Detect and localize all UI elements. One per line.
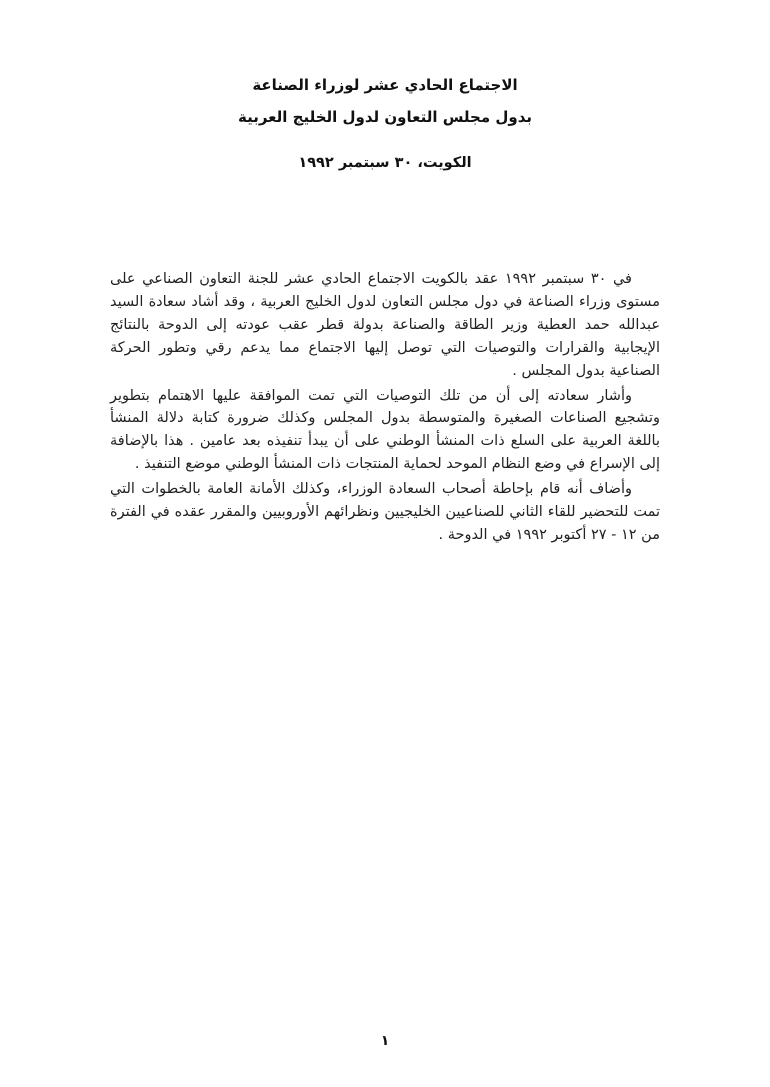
document-body: [110, 268, 660, 547]
page-number: ١: [380, 1033, 390, 1049]
body-paragraph-1: في ٣٠ سبتمبر ١٩٩٢ عقد بالكويت الاجتماع الحادي عشر للجنة التعاون الصناعي على مستوى وزراء الصناعة في دول مجلس التعاون لدول الخليج العربية ، وقد أشاد سعادة السيد عبدالله حمد العطية وزير الطاقة والصناعة بدولة قطر عقب عودته إلى الدوحة بالنتائج الإيجابية والقرارات والتوصيات التي توصل إليها الاجتماع مما يدعم رقي وتطور الحركة الصناعية بدول المجلس .: [110, 271, 660, 379]
body-paragraph-3: وأضاف أنه قام بإحاطة أصحاب السعادة الوزراء، وكذلك الأمانة العامة بالخطوات التي تمت للتحضير للقاء الثاني للصناعيين الخليجيين ونظرائهم الأوروبيين والمقرر عقده في الفترة من ١٢ - ٢٧ أكتوبر ١٩٩٢ في الدوحة .: [110, 481, 660, 543]
document-title: [0, 70, 770, 133]
title-line-2: بدول مجلس التعاون لدول الخليج العربية: [238, 107, 532, 126]
date-line: الكويت، ٣٠ سبتمبر ١٩٩٢: [298, 155, 472, 171]
body-paragraph-2: وأشار سعادته إلى أن من تلك التوصيات التي تمت الموافقة عليها الاهتمام بتطوير وتشجيع الصناعات الصغيرة والمتوسطة بدول المجلس وكذلك ضرورة كتابة دلالة المنشأ باللغة العربية على السلع ذات المنشأ الوطني على أن يبدأ تنفيذه بعد عامين . هذا بالإضافة إلى الإسراع في وضع النظام الموحد لحماية المنتجات ذات المنشأ الوطني موضع التنفيذ .: [110, 387, 660, 473]
title-line-1: الاجتماع الحادي عشر لوزراء الصناعة: [252, 76, 518, 94]
